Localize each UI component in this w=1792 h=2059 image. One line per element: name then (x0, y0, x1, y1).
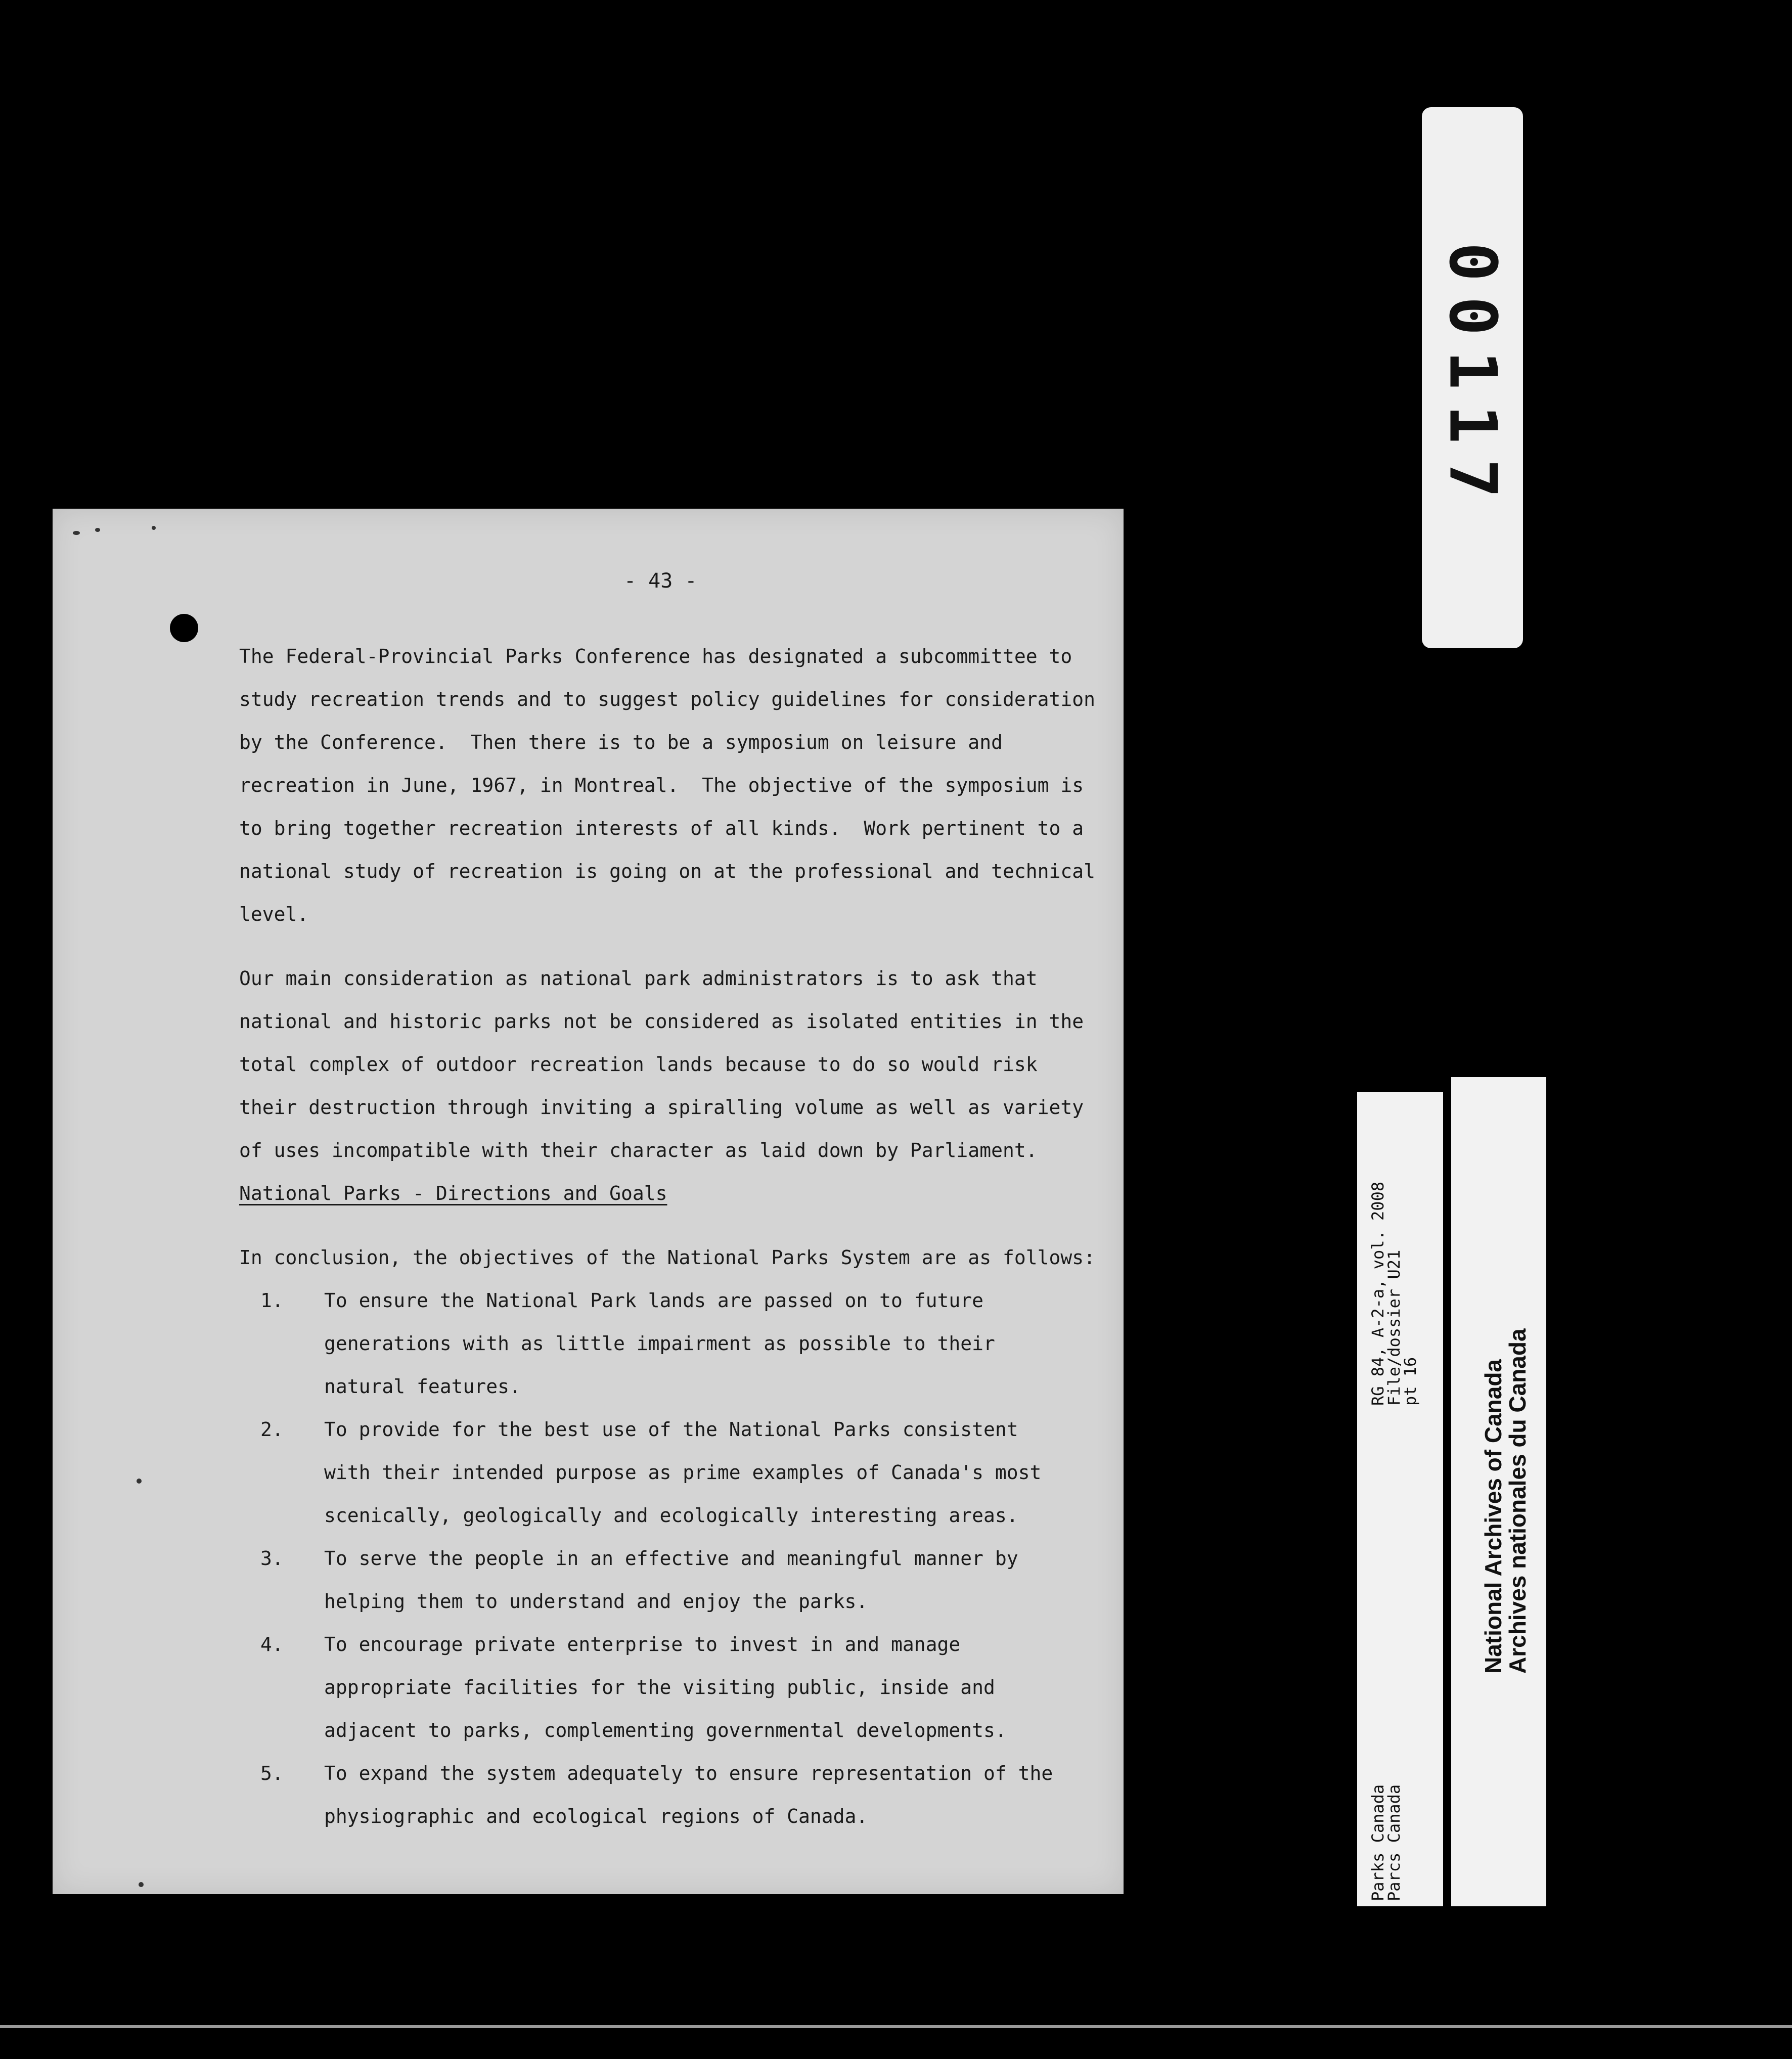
text-line: study recreation trends and to suggest policy guidelines for consideration (239, 688, 1095, 710)
reference-line: Parks Canada (1368, 1784, 1387, 1901)
page-smudge (73, 531, 80, 535)
reference-line: Parcs Canada (1384, 1784, 1404, 1901)
list-number: 4. (260, 1633, 284, 1655)
reference-line: File/dossier U21 (1384, 1249, 1404, 1406)
page-smudge (152, 526, 156, 530)
text-line: to bring together recreation interests of all kinds. Work pertinent to a (239, 817, 1084, 839)
text-line: adjacent to parks, complementing governmental developments. (324, 1719, 1007, 1741)
text-line: helping them to understand and enjoy the parks. (324, 1590, 868, 1613)
body-text (239, 635, 1095, 1838)
text-line: Our main consideration as national park administrators is to ask that (239, 967, 1038, 990)
section-heading: National Parks - Directions and Goals (239, 1182, 667, 1204)
text-line: To serve the people in an effective and meaningful manner by (324, 1547, 1018, 1570)
text-line: To expand the system adequately to ensure representation of the (324, 1762, 1053, 1784)
paragraph-gap (239, 1215, 1089, 1236)
text-line: appropriate facilities for the visiting public, inside and (324, 1676, 995, 1698)
archives-slip (1451, 1077, 1546, 1906)
archives-name-fr: Archives nationales du Canada (1504, 1328, 1531, 1674)
page-smudge (139, 1882, 144, 1887)
page-smudge (95, 528, 100, 532)
paragraph-1 (239, 635, 1095, 936)
frame-number: 00117 (1435, 242, 1510, 513)
paragraph-gap (239, 936, 1089, 957)
text-line: To encourage private enterprise to invest in and manage (324, 1633, 961, 1655)
list-item (260, 1537, 1089, 1623)
list-item (260, 1408, 1089, 1537)
reference-line: RG 84, A-2-a, vol. 2008 (1368, 1181, 1387, 1406)
list-item (260, 1623, 1089, 1752)
text-line: of uses incompatible with their character as laid down by Parliament. (239, 1139, 1038, 1161)
reference-line: pt 16 (1401, 1357, 1420, 1406)
frame-number-strip (1422, 107, 1523, 648)
objectives-intro: In conclusion, the objectives of the National Parks System are as follows: (239, 1246, 1095, 1269)
text-line: natural features. (324, 1375, 521, 1398)
text-line: recreation in June, 1967, in Montreal. The objective of the symposium is (239, 774, 1084, 796)
text-line: level. (239, 903, 309, 925)
text-line: To provide for the best use of the National Parks consistent (324, 1418, 1018, 1441)
text-line: physiographic and ecological regions of Canada. (324, 1805, 868, 1827)
reference-slip (1357, 1092, 1443, 1906)
text-line: generations with as little impairment as possible to their (324, 1332, 995, 1355)
text-line: national and historic parks not be considered as isolated entities in the (239, 1010, 1084, 1033)
text-line: total complex of outdoor recreation lands because to do so would risk (239, 1053, 1038, 1076)
list-number: 5. (260, 1762, 284, 1784)
text-line: national study of recreation is going on at the professional and technical (239, 860, 1095, 882)
text-line: To ensure the National Park lands are passed on to future (324, 1289, 984, 1312)
list-number: 1. (260, 1289, 284, 1312)
paragraph-2 (239, 957, 1089, 1172)
page-smudge (137, 1479, 142, 1484)
text-line: their destruction through inviting a spiralling volume as well as variety (239, 1096, 1084, 1118)
bottom-rule (0, 2025, 1792, 2028)
archives-name-en: National Archives of Canada (1480, 1359, 1506, 1674)
document-page (53, 509, 1124, 1894)
list-item (260, 1279, 1089, 1408)
list-number: 3. (260, 1547, 284, 1570)
text-line: scenically, geologically and ecologically interesting areas. (324, 1504, 1018, 1527)
text-line: by the Conference. Then there is to be a symposium on leisure and (239, 731, 1003, 753)
text-line: with their intended purpose as prime examples of Canada's most (324, 1461, 1042, 1484)
page-number: - 43 - (624, 569, 697, 593)
list-item (260, 1752, 1089, 1838)
objectives-list (239, 1279, 1089, 1838)
punch-hole (170, 614, 198, 642)
text-line: The Federal-Provincial Parks Conference has designated a subcommittee to (239, 645, 1072, 667)
list-number: 2. (260, 1418, 284, 1441)
